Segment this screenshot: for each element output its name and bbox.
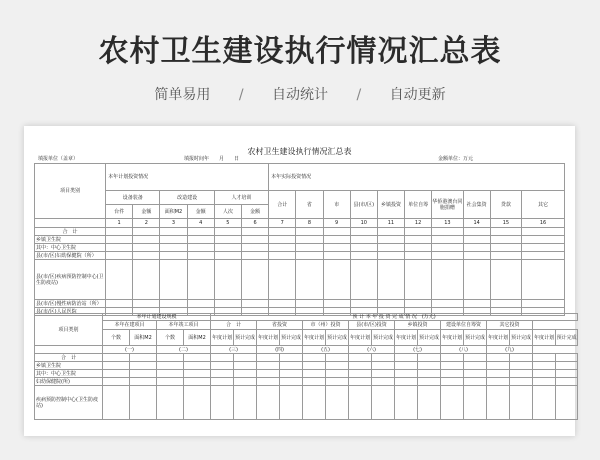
table-row [35,300,565,308]
header-area: 面积M2 [160,205,187,219]
table-row [35,378,578,386]
header-area: 面积M2 [184,330,211,346]
header-annual-plan: 年度计划 [303,330,326,346]
col-number: 1 [106,219,133,228]
header-plan-total: 本年计划投资情况 [106,164,269,191]
meta-date: 填报时间年 月 日 [184,156,240,162]
col-code: (九) [487,346,533,354]
header-annual-plan: 年度计划 [211,330,234,346]
row-label-total: 合 计 [35,228,106,236]
col-number: 9 [323,219,350,228]
header-unit-self: 建设单位自筹资 [441,321,487,330]
col-number: 7 [269,219,296,228]
header-count: 个数 [157,330,184,346]
table-row [35,370,578,378]
row-label: 其中：中心卫生院 [35,370,103,378]
table-row [35,386,578,420]
row-label: 县(市/区)妇幼保健院（所） [35,252,106,260]
header-annual-plan: 年度计划 [533,330,556,346]
feature-tags [0,84,600,104]
header-unit-self: 单位自筹 [405,191,432,219]
col-number: 16 [522,219,565,228]
header-project-category: 项目类别 [35,314,103,346]
header-amount: 金额 [133,205,160,219]
col-number: 14 [463,219,490,228]
header-forecast-done: 预计完成 [326,330,349,346]
header-annual-plan: 年度计划 [349,330,372,346]
table-row [35,260,565,300]
tag-easy: 简单易用 [154,87,211,103]
header-count: 个数 [103,330,130,346]
header-township: 乡镇投资 [395,321,441,330]
row-label: 县(市/区)疾病预防控制中心(卫生防疫站) [35,260,106,300]
col-number: 4 [187,219,214,228]
col-number: 2 [133,219,160,228]
col-code: (一) [103,346,157,354]
header-city: 市 [323,191,350,219]
row-label: 乡镇卫生院 [35,236,106,244]
cell-empty [35,346,103,354]
header-county: 县(市/区)投资 [349,321,395,330]
header-plan-scale: 本年计划建设规模 [103,314,211,321]
header-forecast-done: 预计完成 [418,330,441,346]
col-code: (三) [211,346,257,354]
investment-table [34,163,565,316]
header-completed-items: 本年竣工项目 [157,321,211,330]
row-label: 疾病预防控制中心(卫生防疫站) [35,386,103,420]
header-other: 其它投资 [487,321,533,330]
col-code: (五) [303,346,349,354]
header-loan: 贷款 [490,191,521,219]
tag-auto-update: 自动更新 [389,87,446,103]
header-project-category: 项目类别 [35,164,106,219]
header-total: 合计 [269,191,296,219]
sheet-title: 农村卫生建设执行情况汇总表 [247,147,352,156]
col-code: (七) [395,346,441,354]
col-code: (二) [157,346,211,354]
header-forecast-done: 预计完成 [464,330,487,346]
col-number: 8 [296,219,323,228]
header-social: 社会集资 [463,191,490,219]
table-row [35,236,565,244]
row-label: 其中：中心卫生院 [35,244,106,252]
header-device: 设备装备 [106,191,160,205]
banner-title: 农村卫生建设执行情况汇总表 [98,34,502,69]
header-area: 面积M2 [130,330,157,346]
col-number: 15 [490,219,521,228]
col-code: (四) [257,346,303,354]
header-talent: 人才培训 [214,191,268,205]
header-province: 省 [296,191,323,219]
table-row [35,354,578,362]
meta-unit: 填报单位（盖章） [38,156,79,162]
col-code: (八) [441,346,487,354]
header-annual-plan: 年度计划 [257,330,280,346]
header-forecast-done: 预计完成 [372,330,395,346]
header-forecast-done: 预计完成 [280,330,303,346]
forecast-table [34,313,578,420]
header-persons: 人次 [214,205,241,219]
col-number: 10 [350,219,377,228]
row-label: 妇幼保健院(所) [35,378,103,386]
header-city: 市（州）投资 [303,321,349,330]
table-row [35,228,565,236]
header-amount: 金额 [187,205,214,219]
row-label: 县(市/区)人民医院 [35,308,106,316]
header-other: 其它 [522,191,565,219]
header-forecast-done: 预计完成 [556,330,578,346]
table-row [35,244,565,252]
header-charity: 华侨港澳台同胞捐赠 [432,191,463,219]
table-row [35,252,565,260]
row-label: 乡镇卫生院 [35,362,103,370]
header-new-items: 本年在建项目 [103,321,157,330]
col-number: 12 [405,219,432,228]
tag-separator: / [238,87,244,103]
header-province: 省投资 [257,321,303,330]
col-number: 6 [241,219,268,228]
header-amount: 金额 [241,205,268,219]
row-label-total: 合 计 [35,354,103,362]
row-label: 县(市/区)慢性病防治站（所） [35,300,106,308]
tag-separator: / [356,87,362,103]
meta-amount-unit: 金额单位：万元 [438,156,474,162]
header-annual-plan: 年度计划 [395,330,418,346]
tag-auto-stat: 自动统计 [272,87,328,103]
header-annual-plan: 年度计划 [487,330,510,346]
table-row [35,362,578,370]
cell-empty [35,219,106,228]
header-actual-total: 本年实际投资情况 [269,164,565,191]
header-total: 合 计 [211,321,257,330]
header-rebuild: 改造建设 [160,191,214,205]
header-sets: 台件 [106,205,133,219]
col-code: (六) [349,346,395,354]
col-number: 3 [160,219,187,228]
header-township: 乡镇投资 [377,191,404,219]
header-forecast-done: 预计完成 [234,330,257,346]
col-number: 5 [214,219,241,228]
header-county: 县(市/区) [350,191,377,219]
col-number: 13 [432,219,463,228]
header-forecast: 预 计 本 年 投 资 完 成 情 况 (万元) [211,314,578,321]
header-forecast-done: 预计完成 [510,330,533,346]
spreadsheet-preview [24,126,575,436]
col-number: 11 [377,219,404,228]
header-annual-plan: 年度计划 [441,330,464,346]
